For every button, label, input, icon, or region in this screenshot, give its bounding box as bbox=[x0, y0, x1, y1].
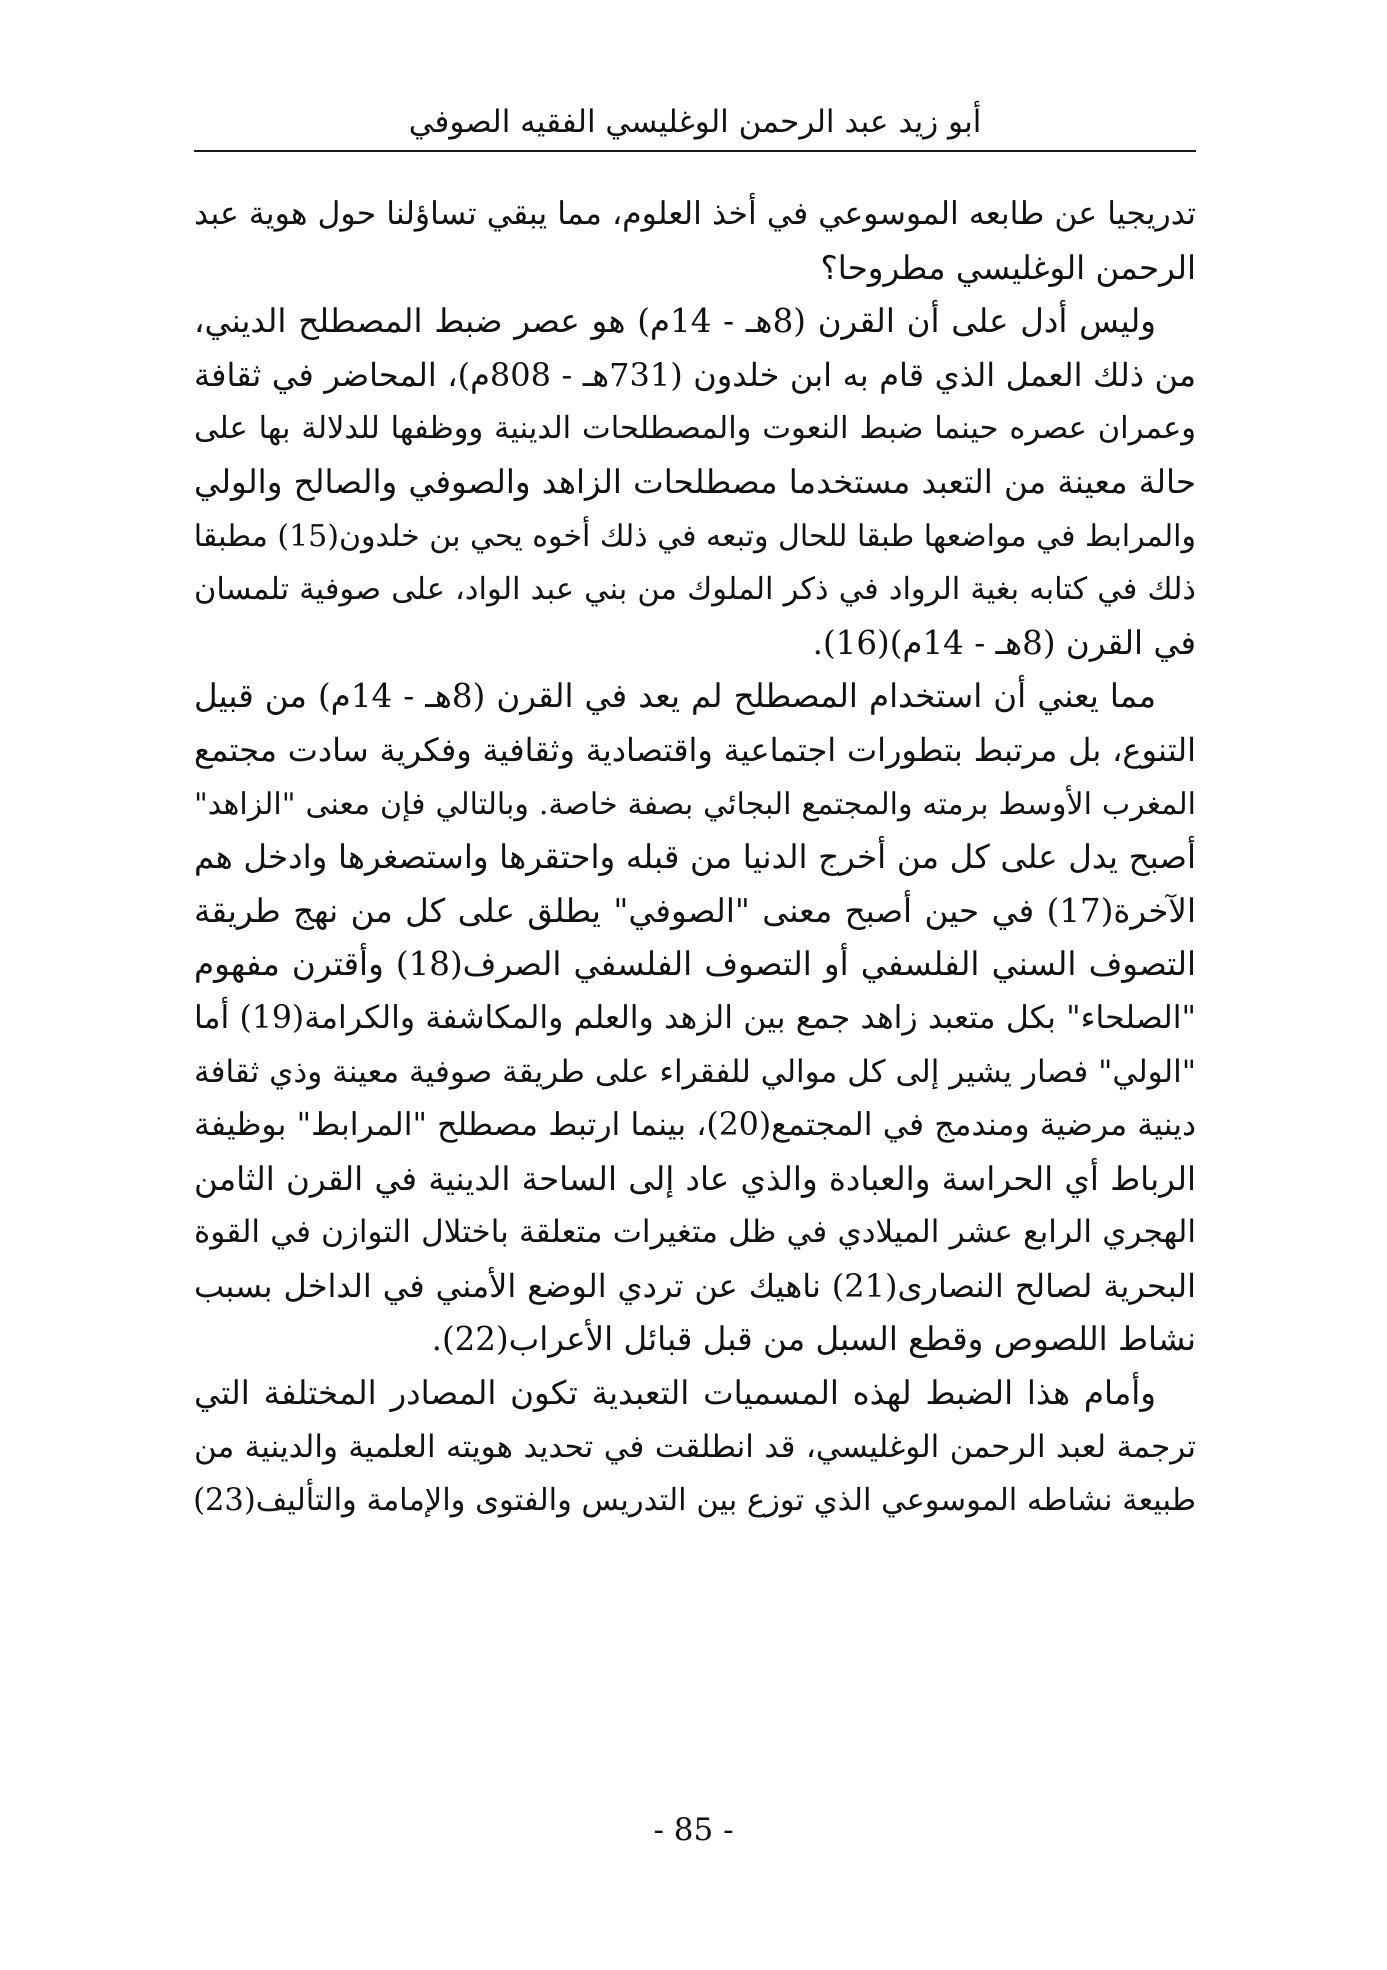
text-line: الهجري الرابع عشر الميلادي في ظل متغيرات متعلقة باختلال التوازن في القوة bbox=[194, 1214, 1196, 1251]
text-line: ذلك في كتابه بغية الرواد في ذكر الملوك من بني عبد الواد، على صوفية تلمسان bbox=[194, 572, 1196, 608]
text-line: التنوع، بل مرتبط بتطورات اجتماعية واقتصادية وثقافية وفكرية سادت مجتمع bbox=[194, 730, 1197, 769]
text-line: "الولي" فصار يشير إلى كل موالي للفقراء على طريقة صوفية معينة وذي ثقافة bbox=[194, 1053, 1196, 1090]
text-line: من ذلك العمل الذي قام به ابن خلدون (731هـ - 808م)، المحاضر في ثقافة bbox=[194, 355, 1197, 394]
text-line: حالة معينة من التعبد مستخدما مصطلحات الزاهد والصوفي والصالح والولي bbox=[194, 462, 1196, 501]
text-line: دينية مرضية ومندمج في المجتمع(20)، بينما ارتبط مصطلح "المرابط" بوظيفة bbox=[194, 1107, 1197, 1144]
text-line: "الصلحاء" بكل متعبد زاهد جمع بين الزهد والعلم والمكاشفة والكرامة(19) أما bbox=[194, 999, 1196, 1036]
paragraph-1 bbox=[194, 188, 1196, 295]
text-line: البحرية لصالح النصارى(21) ناهيك عن تردي الوضع الأمني في الداخل بسبب bbox=[194, 1266, 1197, 1305]
text-line: أصبح يدل على كل من أخرج الدنيا من قبله واحتقرها واستصغرها وادخل هم bbox=[194, 838, 1196, 877]
page-header bbox=[194, 94, 1196, 152]
text-line: المغرب الأوسط برمته والمجتمع البجائي بصفة خاصة. وبالتالي فإن معنى "الزاهد" bbox=[194, 786, 1196, 822]
text-line: نشاط اللصوص وقطع السبل من قبل قبائل الأعراب(22). bbox=[431, 1320, 1196, 1359]
text-line: مما يعني أن استخدام المصطلح لم يعد في القرن (8هـ - 14م) من قبيل bbox=[194, 677, 1157, 716]
text-line: ترجمة لعبد الرحمن الوغليسي، قد انطلقت في تحديد هويته العلمية والدينية من bbox=[194, 1428, 1196, 1465]
text-line: الرحمن الوغليسي مطروحا؟ bbox=[820, 248, 1196, 287]
text-line: طبيعة نشاطه الموسوعي الذي توزع بين التدريس والفتوى والإمامة والتأليف(23) bbox=[193, 1483, 1196, 1519]
text-line: الآخرة(17) في حين أصبح معنى "الصوفي" يطلق على كل من نهج طريقة bbox=[194, 891, 1196, 930]
text-line: في القرن (8هـ - 14م)(16). bbox=[812, 623, 1196, 662]
text-line: تدريجيا عن طابعه الموسوعي في أخذ العلوم، مما يبقي تساؤلنا حول هوية عبد bbox=[194, 196, 1196, 232]
text-line: وأمام هذا الضبط لهذه المسميات التعبدية تكون المصادر المختلفة التي bbox=[194, 1374, 1156, 1413]
text-line: وليس أدل على أن القرن (8هـ - 14م) هو عصر ضبط المصطلح الديني، bbox=[194, 302, 1156, 341]
text-line: وعمران عصره حينما ضبط النعوت والمصطلحات الدينية ووظفها للدلالة بها على bbox=[194, 411, 1196, 447]
paragraph-4 bbox=[194, 1367, 1196, 1528]
text-line: والمرابط في مواضعها طبقا للحال وتبعه في ذلك أخوه يحي بن خلدون(15) مطبقا bbox=[193, 518, 1196, 554]
text-line: التصوف السني الفلسفي أو التصوف الفلسفي الصرف(18) وأقترن مفهوم bbox=[194, 945, 1196, 984]
page-number: - 85 - bbox=[653, 1812, 734, 1848]
paragraph-2 bbox=[194, 295, 1196, 670]
body-text bbox=[194, 188, 1196, 1528]
text-line: الرباط أي الحراسة والعبادة والذي عاد إلى الساحة الدينية في القرن الثامن bbox=[194, 1159, 1196, 1198]
running-title: أبو زيد عبد الرحمن الوغليسي الفقيه الصوفي bbox=[408, 104, 982, 140]
paragraph-3 bbox=[194, 670, 1196, 1367]
